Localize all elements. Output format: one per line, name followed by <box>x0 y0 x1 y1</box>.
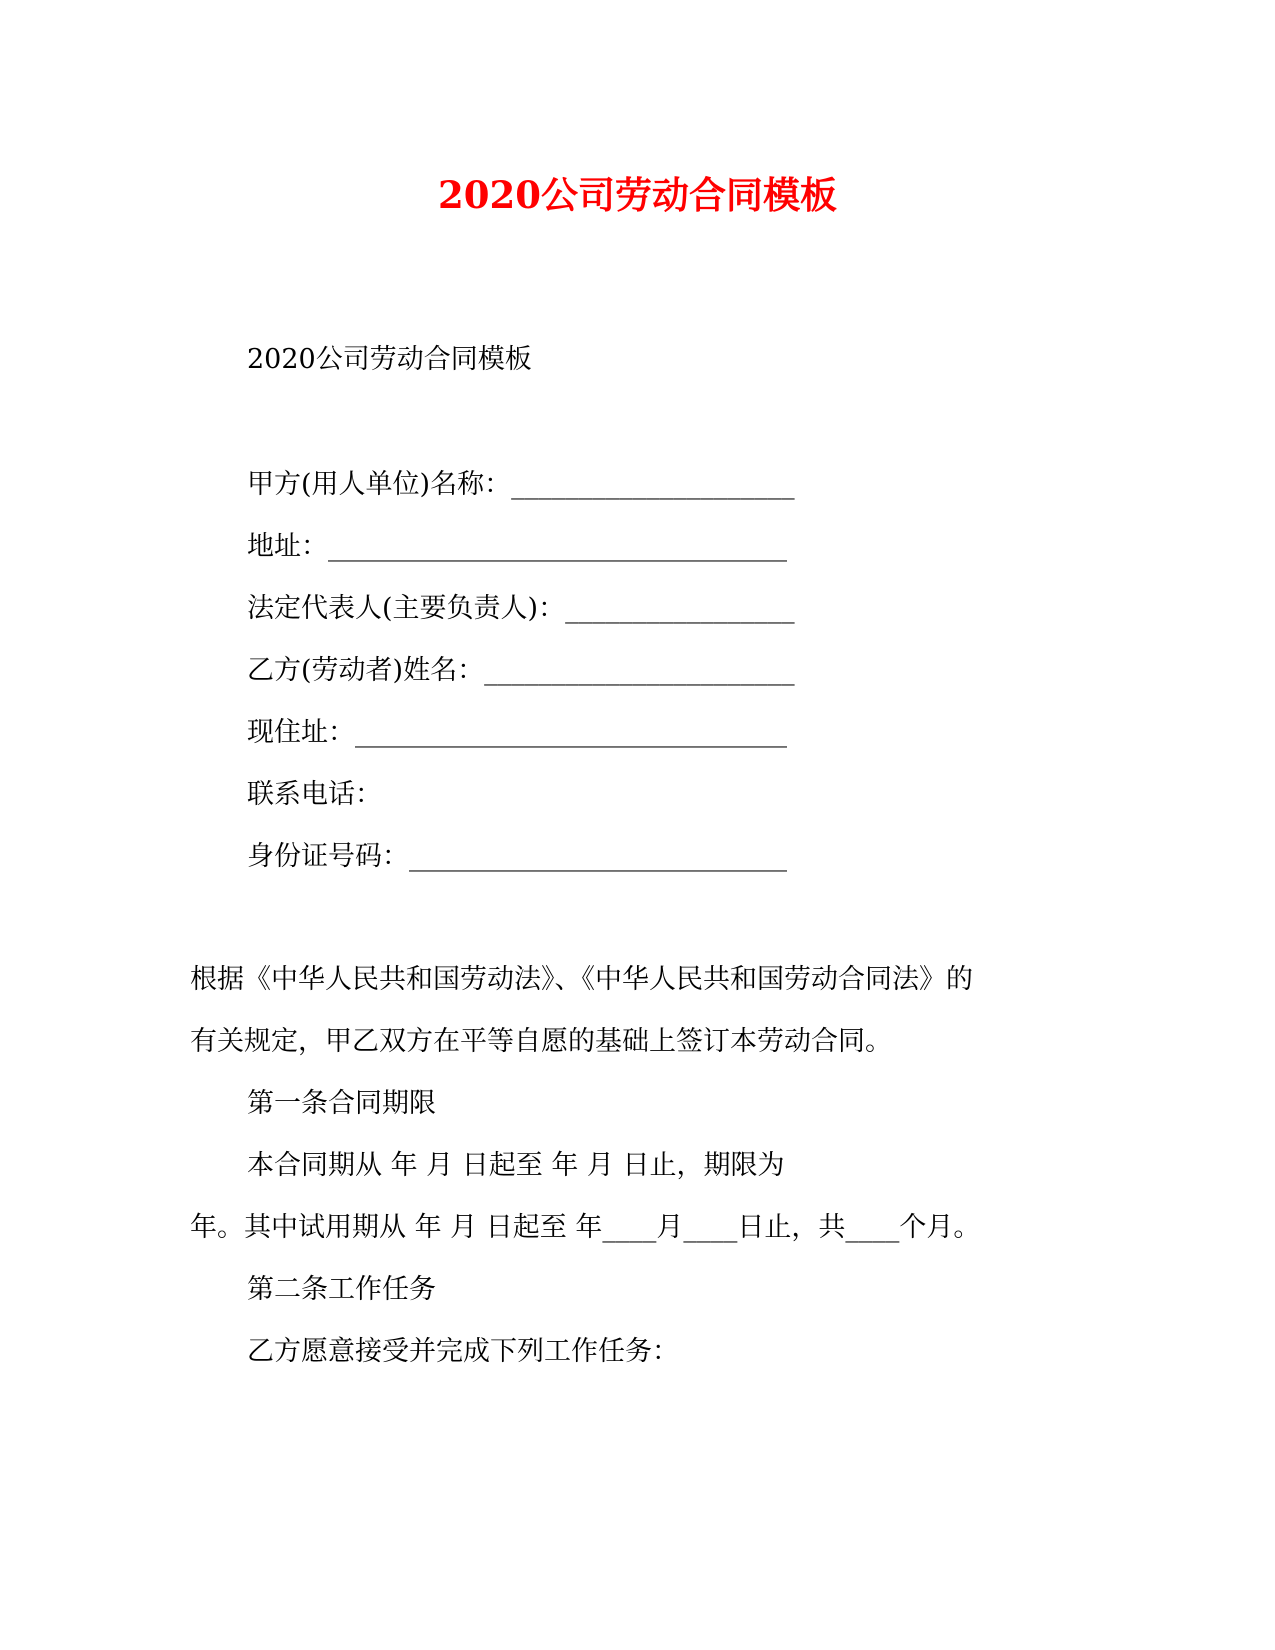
field-party-a-name <box>247 465 795 505</box>
field-phone <box>247 775 382 815</box>
field-label: 现住址： <box>247 717 355 748</box>
document-title: 2020公司劳动合同模板 <box>438 173 837 217</box>
field-blank: _________________ <box>565 593 795 624</box>
field-label: 地址： <box>247 531 328 562</box>
article-1-line-2: 年。其中试用期从 年 月 日起至 年____月____日止，共____个月。 <box>190 1212 981 1243</box>
field-label: 甲方(用人单位)名称： <box>247 469 512 500</box>
field-blank: ________________________________ <box>355 717 787 748</box>
field-address <box>247 527 787 567</box>
field-blank: ____________________________ <box>409 841 787 872</box>
field-label: 乙方(劳动者)姓名： <box>247 655 485 686</box>
article-1-line-1: 本合同期从 年 月 日起至 年 月 日止，期限为 <box>247 1150 785 1181</box>
article-1-title: 第一条合同期限 <box>247 1088 436 1119</box>
field-blank: _____________________ <box>511 469 795 500</box>
field-blank: __________________________________ <box>328 531 787 562</box>
field-label: 联系电话： <box>247 779 382 810</box>
article-2-title: 第二条工作任务 <box>247 1274 436 1305</box>
field-label: 法定代表人(主要负责人)： <box>247 593 566 624</box>
field-label: 身份证号码： <box>247 841 409 872</box>
field-current-address <box>247 713 787 753</box>
field-party-b-name <box>247 651 795 691</box>
document-subtitle: 2020公司劳动合同模板 <box>247 344 532 375</box>
field-blank: _______________________ <box>484 655 795 686</box>
preamble-line-2: 有关规定，甲乙双方在平等自愿的基础上签订本劳动合同。 <box>190 1026 892 1057</box>
field-id-number <box>247 837 787 877</box>
article-2-line-1: 乙方愿意接受并完成下列工作任务： <box>247 1336 679 1367</box>
preamble-line-1: 根据《中华人民共和国劳动法》、《中华人民共和国劳动合同法》的 <box>190 964 973 995</box>
field-legal-representative <box>247 589 795 629</box>
